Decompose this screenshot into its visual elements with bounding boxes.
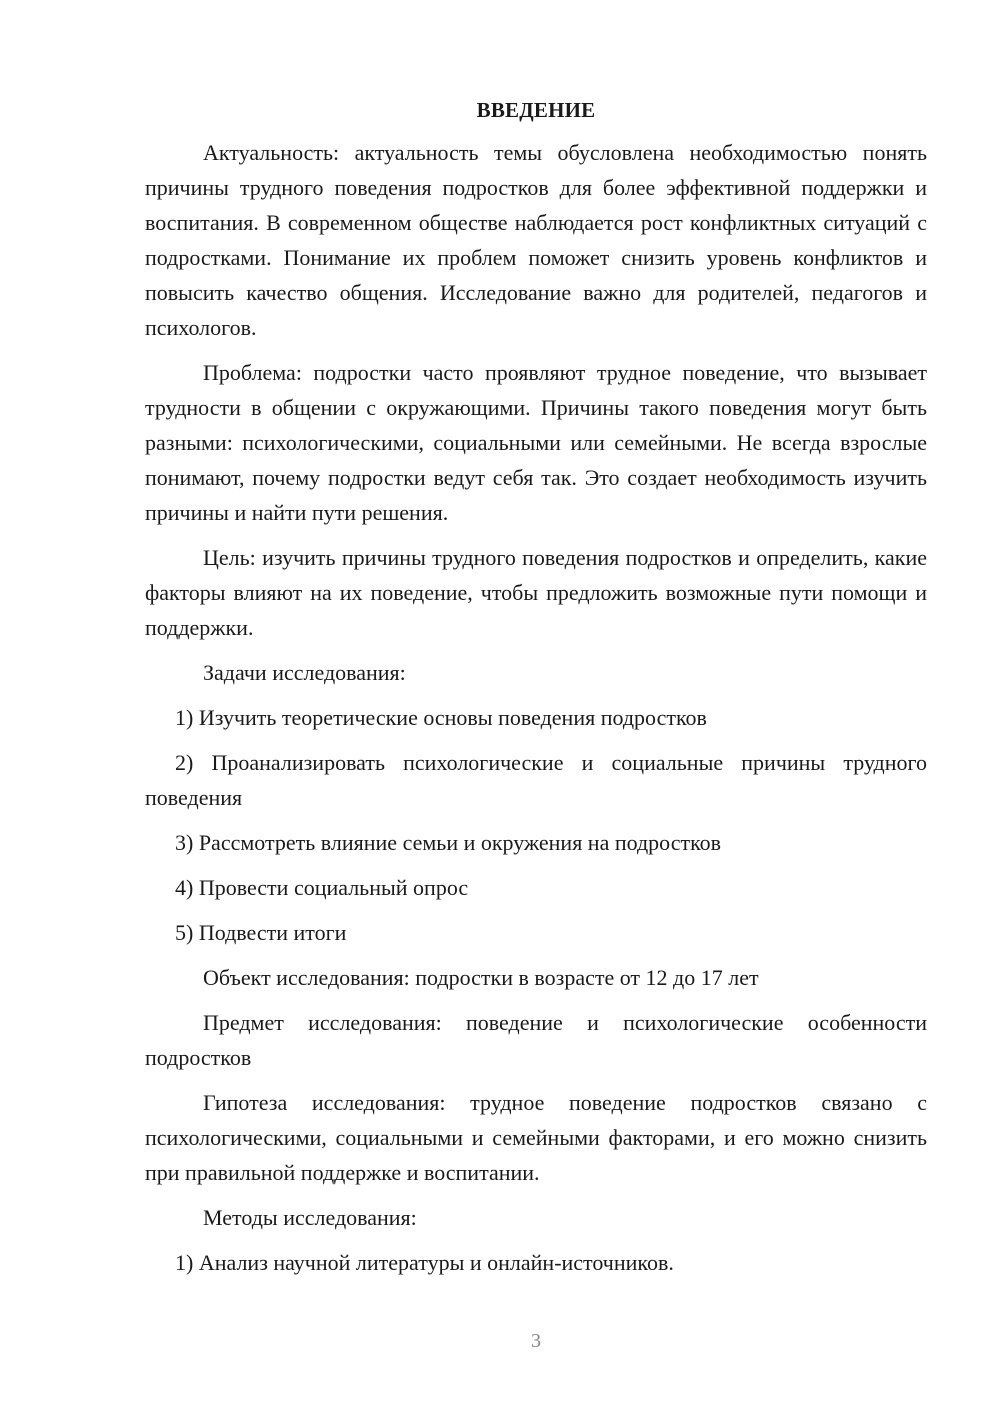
page-number: 3 xyxy=(531,1330,541,1352)
task-item-4: 4) Провести социальный опрос xyxy=(175,875,469,900)
page-title: ВВЕДЕНИЕ xyxy=(476,98,596,122)
methods-heading: Методы исследования: xyxy=(203,1205,417,1230)
paragraph-relevance: Актуальность: актуальность темы обусловлена необходимостью понять причины трудного поведения подростков для более эффективной поддержки и воспитания. В современном обществе наблюдается рост конфликтных ситуаций с подростками. Понимание их проблем поможет снизить уровень конфликтов и повысить качество общения. Исследование важно для родителей, педагогов и психологов. xyxy=(145,140,927,340)
paragraph-problem: Проблема: подростки часто проявляют трудное поведение, что вызывает трудности в общении с окружающими. Причины такого поведения могут быть разными: психологическими, социальными или семейными. Не всегда взрослые понимают, почему подростки ведут себя так. Это создает необходимость изучить причины и найти пути решения. xyxy=(145,360,927,525)
document-body xyxy=(145,95,927,1290)
task-item-3: 3) Рассмотреть влияние семьи и окружения на подростков xyxy=(175,830,722,855)
tasks-heading: Задачи исследования: xyxy=(203,660,406,685)
task-item-2: 2) Проанализировать психологические и социальные причины трудного поведения xyxy=(145,750,927,810)
method-item-1: 1) Анализ научной литературы и онлайн-источников. xyxy=(175,1250,674,1275)
task-item-5: 5) Подвести итоги xyxy=(175,920,347,945)
research-object: Объект исследования: подростки в возрасте от 12 до 17 лет xyxy=(203,965,759,990)
research-hypothesis: Гипотеза исследования: трудное поведение подростков связано с психологическими, социальными и семейными факторами, и его можно снизить при правильной поддержке и воспитании. xyxy=(145,1090,927,1185)
task-item-1: 1) Изучить теоретические основы поведения подростков xyxy=(175,705,707,730)
paragraph-goal: Цель: изучить причины трудного поведения подростков и определить, какие факторы влияют на их поведение, чтобы предложить возможные пути помощи и поддержки. xyxy=(145,545,927,640)
research-subject: Предмет исследования: поведение и психологические особенности подростков xyxy=(145,1010,927,1070)
